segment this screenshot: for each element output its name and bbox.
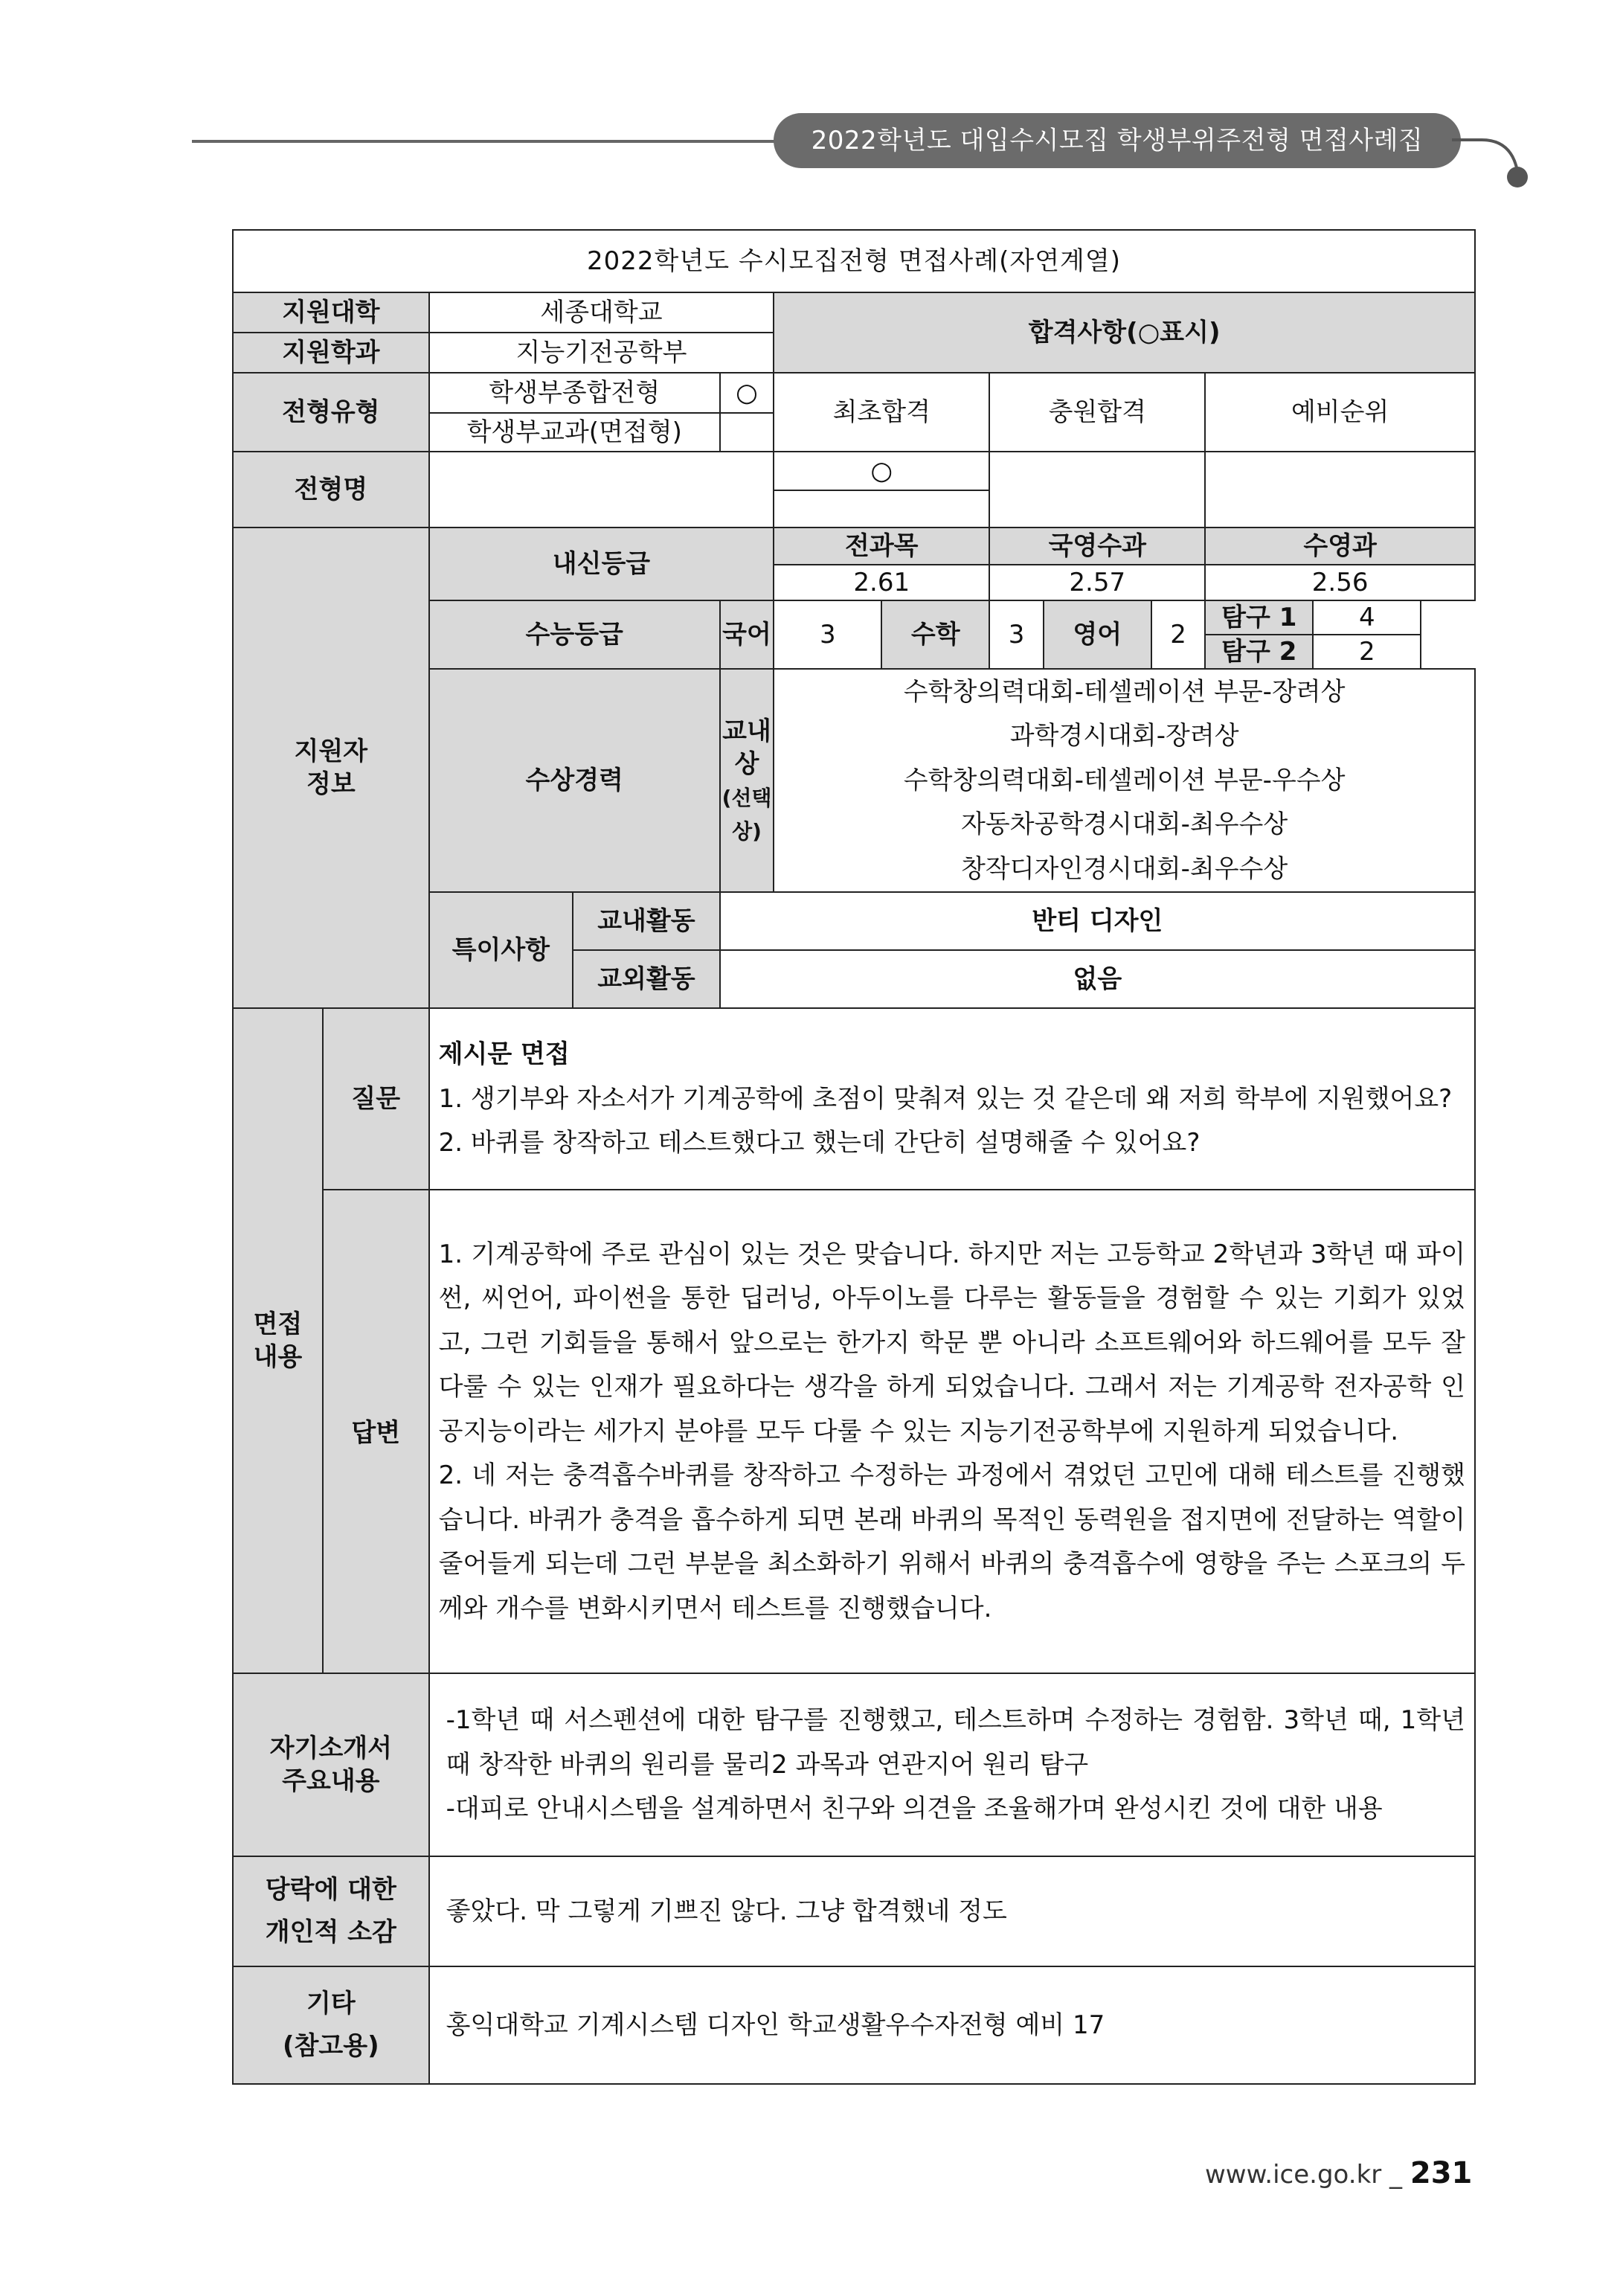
label-type: 전형유형 [233, 373, 429, 452]
grade-value: 2.56 [1205, 565, 1475, 600]
interview-case-table [232, 229, 1476, 2085]
label-award-type [720, 669, 774, 892]
grade-header: 전과목 [774, 527, 989, 565]
dept-value: 지능기전공학부 [429, 333, 774, 373]
opinion-text: 좋았다. 막 그렇게 기쁘진 않다. 그냥 합격했네 정도 [429, 1856, 1475, 1966]
label-answer: 답변 [323, 1190, 429, 1673]
footer [1205, 2156, 1472, 2190]
award-item: 자동차공학경시대회-최우수상 [961, 809, 1288, 840]
type-label: 학생부종합전형 [429, 373, 720, 413]
page-number: 231 [1410, 2156, 1473, 2190]
csat-kor: 3 [774, 600, 881, 669]
etc-text: 홍익대학교 기계시스템 디자인 학교생활우수자전형 예비 17 [429, 1966, 1475, 2084]
award-item: 수학창의력대회-테셀레이션 부문-장려상 [903, 676, 1346, 707]
result-mark [989, 452, 1205, 527]
result-mark: ○ [774, 452, 989, 490]
intro-label-line: 자기소개서 [269, 1734, 392, 1764]
csat-math-label: 수학 [881, 600, 989, 669]
question-text [429, 1008, 1475, 1190]
label-question: 질문 [323, 1008, 429, 1190]
csat-math: 3 [989, 600, 1044, 669]
answer-item: 1. 기계공학에 주로 관심이 있는 것은 맞습니다. 하지만 저는 고등학교 2학년과 3학년 때 파이썬, 씨언어, 파이썬을 통한 딥러닝, 아두이노를 다루는 활동들을 경험할 수 있는 기회가 있었고, 그런 기회들을 통해서 앞으로는 한가지 학문 뿐 아니라 소프트웨어와 하드웨어를 모두 잘 다룰 수 있는 인재가 필요하다는 생각을 하게 되었습니다. 그래서 저는 기계공학 전자공학 인공지능이라는 세가지 분야를 모두 다룰 수 있는 지능기전공학부에 지원하게 되었습니다. [438, 1239, 1465, 1446]
result-header-cell: 최초합격 [774, 373, 989, 452]
result-header-cell: 예비순위 [1205, 373, 1475, 452]
grade-header: 국영수과 [989, 527, 1205, 565]
name-value [429, 452, 774, 527]
label-etc [233, 1966, 429, 2084]
question-item: 2. 바퀴를 창작하고 테스트했다고 했는데 간단히 설명해줄 수 있어요? [438, 1128, 1201, 1158]
label-name: 전형명 [233, 452, 429, 527]
award-type-line: 교내상 [722, 716, 771, 780]
csat-t1: 4 [1313, 600, 1421, 635]
label-dept: 지원학과 [233, 333, 429, 373]
intro-item: -1학년 때 서스펜션에 대한 탐구를 진행했고, 테스트하며 수정하는 경험함. 3학년 때, 1학년 때 창작한 바퀴의 원리를 물리2 과목과 연관지어 원리 탐구 [446, 1705, 1465, 1780]
label-univ: 지원대학 [233, 292, 429, 333]
interview-label-line: 면접 [253, 1309, 303, 1340]
csat-eng: 2 [1151, 600, 1206, 669]
award-item: 과학경시대회-장려상 [1009, 721, 1239, 751]
applicant-label-line: 정보 [306, 769, 356, 800]
label-intro [233, 1673, 429, 1856]
award-type-line: (선택상) [721, 786, 772, 844]
type-label: 학생부교과(면접형) [429, 413, 720, 452]
footer-url: www.ice.go.kr _ [1205, 2160, 1403, 2190]
label-grade: 내신등급 [429, 527, 774, 600]
intro-text [429, 1673, 1475, 1856]
type-mark: ○ [720, 373, 774, 413]
award-list [774, 669, 1475, 892]
label-awards: 수상경력 [429, 669, 720, 892]
univ-value: 세종대학교 [429, 292, 774, 333]
label-csat: 수능등급 [429, 600, 720, 669]
etc-label-line: (참고용) [283, 2031, 379, 2062]
question-heading: 제시문 면접 [438, 1039, 570, 1070]
applicant-label-line: 지원자 [294, 737, 368, 766]
grade-value: 2.57 [989, 565, 1205, 600]
intro-item: -대피로 안내시스템을 설계하면서 친구와 의견을 조율해가며 완성시킨 것에 대한 내용 [446, 1794, 1383, 1824]
grade-header: 수영과 [1205, 527, 1475, 565]
result-header: 합격사항(○표시) [774, 292, 1475, 373]
label-opinion [233, 1856, 429, 1966]
label-in-activity: 교내활동 [573, 892, 720, 950]
result-mark-spacer [774, 490, 989, 527]
csat-t2: 2 [1313, 635, 1421, 669]
award-item: 창작디자인경시대회-최우수상 [961, 853, 1288, 884]
grade-value: 2.61 [774, 565, 989, 600]
label-interview [233, 1008, 323, 1673]
out-activity-value: 없음 [720, 950, 1475, 1008]
type-mark [720, 413, 774, 452]
answer-item: 2. 네 저는 충격흡수바퀴를 창작하고 수정하는 과정에서 겪었던 고민에 대해 테스트를 진행했습니다. 바퀴가 충격을 흡수하게 되면 본래 바퀴의 목적인 동력원을 접지면에 전달하는 역할이 줄어들게 되는데 그런 부분을 최소화하기 위해서 바퀴의 충격흡수에 영향을 주는 스포크의 두께와 개수를 변화시키면서 테스트를 진행했습니다. [438, 1460, 1465, 1623]
opinion-label-line: 당락에 대한 [265, 1874, 396, 1905]
award-item: 수학창의력대회-테셀레이션 부문-우수상 [903, 765, 1346, 795]
intro-label-line: 주요내용 [282, 1766, 380, 1797]
question-item: 1. 생기부와 자소서가 기계공학에 초점이 맞춰져 있는 것 같은데 왜 저희 학부에 지원했어요? [438, 1083, 1453, 1114]
label-special: 특이사항 [429, 892, 573, 1008]
header-decoration [1452, 138, 1541, 189]
interview-label-line: 내용 [253, 1342, 303, 1373]
csat-eng-label: 영어 [1044, 600, 1151, 669]
doc-title: 2022학년도 수시모집전형 면접사례(자연계열) [233, 230, 1475, 292]
result-mark [1205, 452, 1475, 527]
answer-text [429, 1190, 1475, 1673]
label-applicant [233, 527, 429, 1008]
etc-label-line: 기타 [306, 1988, 356, 2018]
opinion-label-line: 개인적 소감 [265, 1917, 396, 1948]
label-out-activity: 교외활동 [573, 950, 720, 1008]
in-activity-value: 반티 디자인 [720, 892, 1475, 950]
header-banner: 2022학년도 대입수시모집 학생부위주전형 면접사례집 [774, 113, 1461, 168]
result-header-cell: 충원합격 [989, 373, 1205, 452]
csat-kor-label: 국어 [720, 600, 774, 669]
csat-t2-label: 탐구 2 [1205, 635, 1313, 669]
csat-t1-label: 탐구 1 [1205, 600, 1313, 635]
header-rule [192, 140, 787, 143]
